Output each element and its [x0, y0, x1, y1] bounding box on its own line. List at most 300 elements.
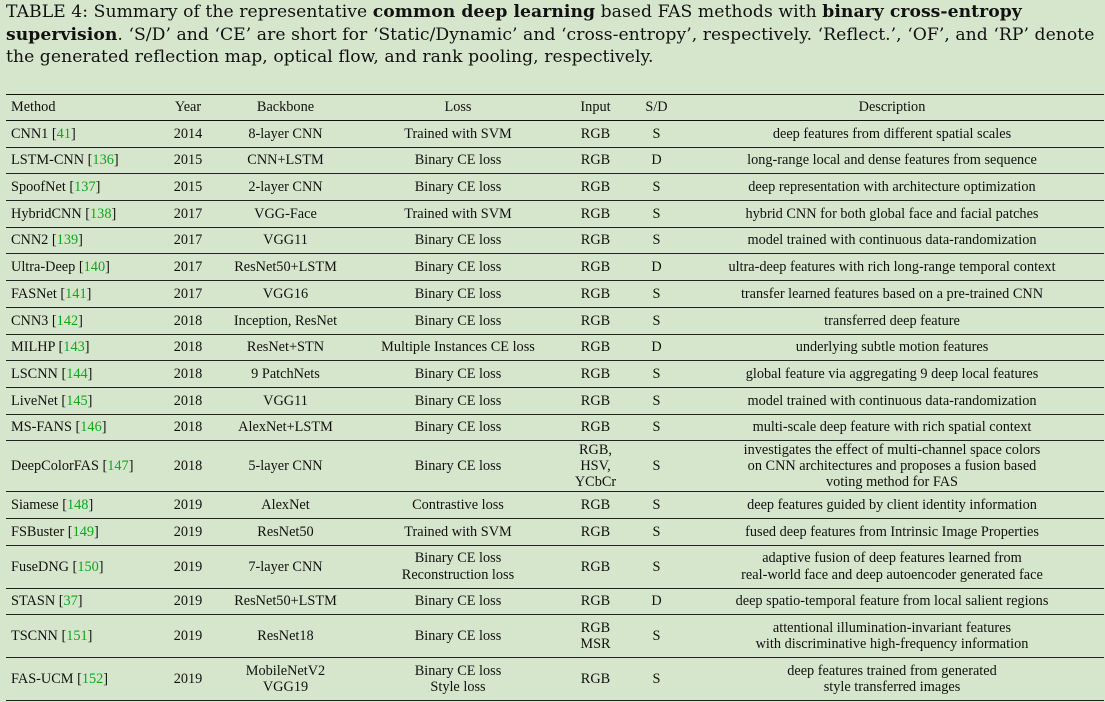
cell-loss-line: Binary CE loss — [414, 392, 502, 409]
cell-input — [558, 361, 633, 388]
method-name: FASNet [ — [11, 285, 66, 302]
cell-method — [6, 588, 163, 615]
method-name: MILHP [ — [11, 339, 64, 356]
citation-link[interactable]: 152 — [81, 671, 104, 688]
methods-table — [6, 94, 1104, 701]
citation-link[interactable]: 146 — [80, 419, 102, 436]
citation-bracket: ] — [84, 339, 90, 356]
cell-loss — [358, 441, 558, 492]
cell-backbone — [213, 121, 358, 148]
cell-input-line: RGB — [580, 671, 611, 688]
cell-backbone-line: 7-layer CNN — [248, 558, 323, 575]
cell-backbone — [213, 334, 358, 361]
cell-backbone-line: 8-layer CNN — [248, 125, 323, 142]
cell-backbone — [213, 201, 358, 228]
cell-description-line: on CNN architectures and proposes a fusion based — [747, 458, 1037, 475]
table-row — [6, 492, 1104, 519]
cell-backbone — [213, 492, 358, 519]
citation-link[interactable]: 37 — [63, 593, 78, 610]
citation-link[interactable]: 151 — [66, 628, 88, 645]
cell-year: 2019 — [173, 496, 203, 513]
method-name: SpoofNet [ — [11, 179, 75, 196]
caption-mid: based FAS methods with — [595, 2, 823, 22]
cell-description-line: style transferred images — [823, 679, 961, 696]
cell-loss-line: Binary CE loss — [414, 285, 502, 302]
cell-backbone-line: 5-layer CNN — [248, 458, 323, 475]
citation-bracket: ] — [95, 179, 101, 196]
table-body — [6, 121, 1104, 701]
cell-backbone-line: AlexNet — [261, 496, 310, 513]
cell-method — [6, 361, 163, 388]
cell-backbone-line: ResNet50+LSTM — [234, 593, 337, 610]
citation-bracket: ] — [78, 312, 83, 329]
cell-loss — [358, 658, 558, 701]
cell-description-line: investigates the effect of multi-channel space colors — [743, 441, 1041, 458]
cell-backbone-line: AlexNet+LSTM — [238, 419, 333, 436]
cell-description-line: deep features trained from generated — [787, 663, 997, 680]
cell-input — [558, 307, 633, 334]
table-row — [6, 518, 1104, 545]
cell-sd: S — [652, 628, 661, 645]
cell-method — [6, 387, 163, 414]
citation-bracket: ] — [101, 419, 107, 436]
cell-backbone — [213, 414, 358, 441]
citation-bracket: ] — [88, 496, 94, 513]
cell-backbone-line: ResNet+STN — [246, 339, 325, 356]
citation-link[interactable]: 142 — [56, 312, 79, 329]
cell-backbone — [213, 658, 358, 701]
method-name: STASN [ — [11, 593, 64, 610]
cell-loss-line: Binary CE loss — [414, 593, 502, 610]
table-row — [6, 615, 1104, 658]
cell-backbone-line: ResNet18 — [257, 628, 314, 645]
citation-bracket: ] — [111, 205, 117, 222]
method-name: FAS-UCM [ — [11, 671, 82, 688]
cell-loss-line: Binary CE loss — [414, 628, 502, 645]
cell-backbone-line: VGG-Face — [254, 205, 317, 222]
cell-loss — [358, 307, 558, 334]
cell-input-line: RGB — [580, 620, 611, 637]
cell-loss-line: Contrastive loss — [412, 496, 504, 513]
cell-description — [680, 334, 1104, 361]
citation-bracket: ] — [78, 232, 83, 249]
cell-description — [680, 281, 1104, 308]
method-name: HybridCNN [ — [11, 205, 91, 222]
cell-input — [558, 201, 633, 228]
cell-loss-line: Binary CE loss — [414, 458, 502, 475]
cell-method — [6, 307, 163, 334]
table-row — [6, 307, 1104, 334]
cell-input — [558, 441, 633, 492]
cell-sd: S — [652, 671, 661, 688]
citation-link[interactable]: 138 — [90, 205, 112, 222]
citation-bracket: ] — [87, 392, 93, 409]
cell-description-line: long-range local and dense features from sequence — [747, 152, 1037, 169]
citation-link[interactable]: 148 — [66, 496, 89, 513]
citation-bracket: ] — [105, 259, 110, 276]
cell-backbone — [213, 441, 358, 492]
cell-backbone-line: ResNet50+LSTM — [234, 259, 337, 276]
cell-description-line: deep spatio-temporal feature from local salient regions — [735, 593, 1049, 610]
method-name: DeepColorFAS [ — [11, 458, 108, 475]
header-description: Description — [858, 99, 926, 115]
cell-year: 2018 — [173, 419, 203, 436]
header-loss: Loss — [444, 99, 472, 115]
cell-sd: S — [652, 496, 661, 513]
cell-input-line: RGB — [580, 205, 611, 222]
cell-backbone — [213, 545, 358, 588]
cell-method — [6, 147, 163, 174]
method-name: LSTM-CNN [ — [11, 152, 93, 169]
cell-method — [6, 441, 163, 492]
cell-backbone-line: VGG11 — [263, 232, 308, 249]
method-name: FSBuster [ — [11, 523, 73, 540]
method-name: Ultra-Deep [ — [11, 259, 84, 276]
caption-prefix: TABLE 4: Summary of the representative — [6, 2, 373, 22]
cell-description-line: voting method for FAS — [826, 474, 958, 491]
cell-input-line: RGB — [580, 523, 611, 540]
cell-backbone-line: VGG19 — [262, 679, 309, 696]
cell-input — [558, 658, 633, 701]
cell-sd: S — [652, 365, 661, 382]
cell-method — [6, 281, 163, 308]
cell-input-line: RGB — [580, 392, 611, 409]
citation-bracket: ] — [128, 458, 134, 475]
cell-input-line: MSR — [580, 636, 611, 653]
cell-input — [558, 254, 633, 281]
cell-backbone-line: VGG11 — [263, 392, 308, 409]
table-row — [6, 121, 1104, 148]
cell-loss — [358, 492, 558, 519]
citation-bracket: ] — [87, 628, 93, 645]
cell-backbone — [213, 174, 358, 201]
cell-loss — [358, 615, 558, 658]
cell-backbone-line: CNN+LSTM — [247, 152, 324, 169]
cell-backbone — [213, 307, 358, 334]
header-backbone: Backbone — [256, 99, 315, 115]
cell-backbone-line: ResNet50 — [257, 523, 314, 540]
method-name: MS-FANS [ — [11, 419, 81, 436]
cell-method — [6, 545, 163, 588]
cell-year: 2015 — [173, 179, 203, 196]
header-input: Input — [580, 99, 611, 115]
cell-method — [6, 615, 163, 658]
cell-description-line: real-world face and deep autoencoder generated face — [741, 566, 1043, 583]
cell-description-line: hybrid CNN for both global face and facial patches — [745, 205, 1039, 222]
method-name: Siamese [ — [11, 496, 67, 513]
table-row — [6, 361, 1104, 388]
table-row — [6, 387, 1104, 414]
cell-method — [6, 227, 163, 254]
method-name: LiveNet [ — [11, 392, 67, 409]
method-name: LSCNN [ — [11, 365, 67, 382]
cell-input — [558, 174, 633, 201]
cell-input-line: RGB, — [579, 441, 612, 458]
cell-year: 2019 — [173, 628, 203, 645]
cell-sd: S — [652, 523, 661, 540]
citation-link[interactable]: 141 — [65, 285, 87, 302]
cell-sd: S — [652, 312, 661, 329]
cell-loss — [358, 334, 558, 361]
cell-description-line: deep features from different spatial scales — [772, 125, 1012, 142]
table-row — [6, 227, 1104, 254]
cell-sd: D — [651, 152, 662, 169]
cell-backbone-line: Inception, ResNet — [233, 312, 338, 329]
table-row — [6, 201, 1104, 228]
cell-loss-line: Binary CE loss — [414, 663, 502, 680]
method-name: TSCNN [ — [11, 628, 67, 645]
cell-description — [680, 121, 1104, 148]
cell-input-line: RGB — [580, 179, 611, 196]
cell-year: 2018 — [173, 365, 203, 382]
cell-description-line: underlying subtle motion features — [795, 339, 989, 356]
cell-backbone — [213, 227, 358, 254]
cell-year: 2018 — [173, 392, 203, 409]
cell-input-line: RGB — [580, 593, 611, 610]
caption-bold-2: binary cross-entropy supervision — [6, 2, 1022, 45]
citation-link[interactable]: 136 — [92, 152, 114, 169]
cell-loss-line: Binary CE loss — [414, 419, 502, 436]
cell-description-line: with discriminative high-frequency information — [755, 636, 1029, 653]
method-name: CNN3 [ — [11, 312, 57, 329]
cell-input — [558, 147, 633, 174]
cell-description-line: fused deep features from Intrinsic Image Properties — [745, 523, 1039, 540]
citation-link[interactable]: 137 — [74, 179, 96, 196]
cell-loss-line: Binary CE loss — [414, 232, 502, 249]
header-sd: S/D — [645, 99, 668, 115]
cell-input-line: RGB — [580, 419, 611, 436]
table-row — [6, 174, 1104, 201]
cell-sd: S — [652, 205, 661, 222]
cell-backbone — [213, 387, 358, 414]
citation-link[interactable]: 149 — [72, 523, 95, 540]
cell-input-line: RGB — [580, 152, 611, 169]
cell-backbone — [213, 615, 358, 658]
cell-description — [680, 492, 1104, 519]
cell-year: 2019 — [173, 558, 203, 575]
cell-backbone-line: MobileNetV2 — [245, 663, 326, 680]
cell-input — [558, 334, 633, 361]
cell-description — [680, 387, 1104, 414]
method-name: CNN2 [ — [11, 232, 57, 249]
cell-method — [6, 414, 163, 441]
cell-year: 2019 — [173, 593, 203, 610]
cell-backbone-line: 2-layer CNN — [248, 179, 323, 196]
cell-input-line: RGB — [580, 125, 611, 142]
cell-year: 2017 — [173, 205, 203, 222]
citation-link[interactable]: 143 — [63, 339, 85, 356]
cell-loss-line: Style loss — [430, 679, 486, 696]
cell-backbone — [213, 281, 358, 308]
cell-sd: S — [652, 232, 661, 249]
cell-sd: D — [651, 593, 662, 610]
cell-method — [6, 121, 163, 148]
cell-loss — [358, 254, 558, 281]
cell-description — [680, 414, 1104, 441]
cell-loss-line: Reconstruction loss — [401, 566, 515, 583]
cell-input — [558, 518, 633, 545]
cell-sd: S — [652, 179, 661, 196]
cell-description-line: multi-scale deep feature with rich spatial context — [752, 419, 1032, 436]
cell-input-line: RGB — [580, 285, 611, 302]
cell-year: 2018 — [173, 312, 203, 329]
header-method: Method — [11, 99, 56, 115]
caption-bold-1: common deep learning — [372, 2, 596, 22]
cell-description — [680, 227, 1104, 254]
cell-description — [680, 147, 1104, 174]
method-name: FuseDNG [ — [11, 558, 78, 575]
cell-input — [558, 545, 633, 588]
cell-input-line: HSV, — [580, 458, 611, 475]
cell-input — [558, 121, 633, 148]
cell-method — [6, 334, 163, 361]
table-header-row — [6, 95, 1104, 121]
cell-backbone-line: VGG16 — [262, 285, 309, 302]
cell-description-line: global feature via aggregating 9 deep local features — [745, 365, 1039, 382]
cell-description-line: model trained with continuous data-randomization — [747, 392, 1037, 409]
caption-rest: . ‘S/D’ and ‘CE’ are short for ‘Static/Dynamic’ and ‘cross-entropy’, respectively. ‘Reflect.’, ‘OF’, and ‘RP’ denote the generated reflection map, optical flow, and rank pooling, respectively. — [6, 24, 1095, 67]
cell-loss — [358, 147, 558, 174]
cell-loss-line: Trained with SVM — [404, 125, 512, 142]
cell-input — [558, 492, 633, 519]
citation-bracket: ] — [87, 365, 93, 382]
cell-description — [680, 441, 1104, 492]
cell-loss — [358, 518, 558, 545]
cell-description — [680, 518, 1104, 545]
cell-backbone — [213, 254, 358, 281]
cell-loss — [358, 588, 558, 615]
cell-description — [680, 615, 1104, 658]
cell-description-line: attentional illumination-invariant features — [772, 620, 1012, 637]
cell-method — [6, 518, 163, 545]
citation-link[interactable]: 144 — [66, 365, 88, 382]
citation-link[interactable]: 145 — [66, 392, 88, 409]
cell-input — [558, 227, 633, 254]
cell-description — [680, 658, 1104, 701]
cell-input-line: RGB — [580, 259, 611, 276]
cell-loss — [358, 387, 558, 414]
cell-input — [558, 281, 633, 308]
cell-method — [6, 174, 163, 201]
cell-sd: S — [652, 458, 661, 475]
cell-sd: S — [652, 392, 661, 409]
cell-loss-line: Binary CE loss — [414, 179, 502, 196]
cell-year: 2019 — [173, 671, 203, 688]
cell-loss-line: Binary CE loss — [414, 365, 502, 382]
cell-description-line: transferred deep feature — [824, 312, 960, 329]
cell-description-line: ultra-deep features with rich long-range temporal context — [728, 259, 1056, 276]
cell-input-line: RGB — [580, 312, 611, 329]
cell-input-line: RGB — [580, 365, 611, 382]
citation-bracket: ] — [94, 523, 99, 540]
cell-backbone — [213, 361, 358, 388]
cell-description-line: deep features guided by client identity information — [747, 496, 1037, 513]
cell-year: 2019 — [173, 523, 203, 540]
cell-year: 2018 — [173, 339, 203, 356]
citation-bracket: ] — [70, 125, 76, 142]
cell-description-line: deep representation with architecture optimization — [748, 179, 1036, 196]
table-caption — [6, 1, 1102, 69]
cell-sd: D — [651, 339, 662, 356]
table-row — [6, 588, 1104, 615]
cell-loss — [358, 201, 558, 228]
cell-description — [680, 361, 1104, 388]
cell-description-line: model trained with continuous data-randomization — [747, 232, 1037, 249]
citation-bracket: ] — [98, 558, 104, 575]
cell-input-line: RGB — [580, 339, 611, 356]
cell-loss-line: Binary CE loss — [414, 259, 502, 276]
header-year: Year — [174, 99, 202, 115]
cell-sd: S — [652, 558, 661, 575]
cell-loss — [358, 361, 558, 388]
cell-input — [558, 615, 633, 658]
cell-year: 2017 — [173, 285, 203, 302]
table-row — [6, 441, 1104, 492]
cell-description-line: transfer learned features based on a pre-trained CNN — [740, 285, 1044, 302]
cell-year: 2017 — [173, 259, 203, 276]
cell-backbone — [213, 518, 358, 545]
cell-input — [558, 414, 633, 441]
cell-loss — [358, 174, 558, 201]
cell-description — [680, 174, 1104, 201]
cell-year: 2017 — [173, 232, 203, 249]
citation-bracket: ] — [86, 285, 92, 302]
citation-bracket: ] — [103, 671, 109, 688]
cell-method — [6, 492, 163, 519]
table-row — [6, 658, 1104, 701]
cell-input — [558, 588, 633, 615]
cell-loss-line: Binary CE loss — [414, 152, 502, 169]
cell-year: 2014 — [173, 125, 203, 142]
cell-sd: S — [652, 419, 661, 436]
cell-loss — [358, 227, 558, 254]
citation-link[interactable]: 140 — [83, 259, 106, 276]
cell-sd: D — [651, 259, 662, 276]
citation-bracket: ] — [77, 593, 83, 610]
cell-description-line: adaptive fusion of deep features learned from — [762, 550, 1022, 567]
citation-link[interactable]: 147 — [107, 458, 129, 475]
citation-link[interactable]: 41 — [56, 125, 71, 142]
table-row — [6, 281, 1104, 308]
cell-input — [558, 387, 633, 414]
cell-loss-line: Multiple Instances CE loss — [381, 339, 535, 356]
cell-method — [6, 201, 163, 228]
cell-input-line: YCbCr — [574, 474, 617, 491]
cell-loss-line: Trained with SVM — [404, 205, 512, 222]
cell-loss-line: Binary CE loss — [414, 550, 502, 567]
cell-input-line: RGB — [580, 558, 611, 575]
citation-link[interactable]: 139 — [56, 232, 79, 249]
citation-bracket: ] — [113, 152, 119, 169]
cell-loss — [358, 545, 558, 588]
cell-loss — [358, 121, 558, 148]
cell-input-line: RGB — [580, 496, 611, 513]
table-row — [6, 545, 1104, 588]
cell-input-line: RGB — [580, 232, 611, 249]
cell-description — [680, 201, 1104, 228]
cell-description — [680, 545, 1104, 588]
cell-loss-line: Binary CE loss — [414, 312, 502, 329]
citation-link[interactable]: 150 — [77, 558, 99, 575]
cell-loss-line: Trained with SVM — [404, 523, 512, 540]
cell-year: 2015 — [173, 152, 203, 169]
table-row — [6, 147, 1104, 174]
table-row — [6, 334, 1104, 361]
cell-description — [680, 588, 1104, 615]
cell-backbone — [213, 588, 358, 615]
cell-loss — [358, 281, 558, 308]
cell-loss — [358, 414, 558, 441]
